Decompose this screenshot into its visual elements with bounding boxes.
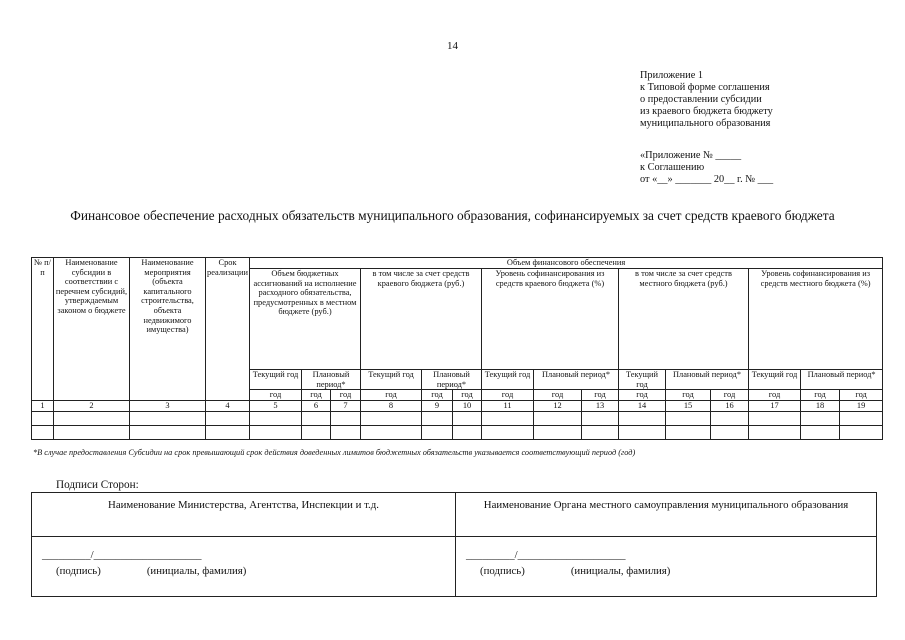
- column-number: 16: [711, 401, 749, 412]
- page-number: 14: [447, 40, 458, 52]
- year-header: год: [361, 390, 422, 401]
- column-number: 2: [54, 401, 130, 412]
- table-cell: [54, 412, 130, 426]
- table-cell: [422, 426, 453, 440]
- signature-line: _________/____________________: [42, 549, 202, 561]
- table-cell: [534, 412, 582, 426]
- table-cell: [422, 412, 453, 426]
- current-year-header: Текущий год: [619, 370, 666, 390]
- year-header: год: [619, 390, 666, 401]
- planned-period-header: Плановый период*: [534, 370, 619, 390]
- year-header: год: [666, 390, 711, 401]
- year-header: год: [801, 390, 840, 401]
- signature-line: _________/____________________: [466, 549, 626, 561]
- column-number: 10: [453, 401, 482, 412]
- year-header: год: [453, 390, 482, 401]
- year-header: год: [840, 390, 883, 401]
- financing-group-header: Объем финансового обеспечения: [250, 258, 883, 269]
- table-cell: [130, 426, 206, 440]
- planned-period-header: Плановый период*: [666, 370, 749, 390]
- column-number: 19: [840, 401, 883, 412]
- table-cell: [666, 426, 711, 440]
- table-cell: [711, 412, 749, 426]
- signature-label: (подпись): [56, 565, 101, 577]
- table-cell: [482, 412, 534, 426]
- year-header: год: [711, 390, 749, 401]
- appendix-line: муниципального образования: [640, 118, 771, 129]
- table-cell: [582, 426, 619, 440]
- initials-label: (инициалы, фамилия): [146, 565, 247, 577]
- table-cell: [206, 426, 250, 440]
- appendix-line: «Приложение № _____: [640, 150, 742, 161]
- table-cell: [840, 426, 883, 440]
- year-header: год: [534, 390, 582, 401]
- signatures-label: Подписи Сторон:: [56, 479, 139, 491]
- table-cell: [361, 412, 422, 426]
- column-number: 7: [331, 401, 361, 412]
- table-cell: [619, 412, 666, 426]
- signature-caption: [42, 565, 445, 578]
- table-row: [32, 412, 883, 426]
- agreement-appendix-block: [640, 150, 773, 186]
- table-cell: [619, 426, 666, 440]
- column-number: 15: [666, 401, 711, 412]
- group-local-budget: Объем бюджетных ассигнований на исполнение расходного обязательства, предусмотренных в местном бюджете (руб.): [250, 269, 361, 370]
- table-cell: [801, 412, 840, 426]
- column-number: 3: [130, 401, 206, 412]
- group-local-cofinancing: Уровень софинансирования из средств местного бюджета (%): [749, 269, 883, 370]
- table-cell: [453, 412, 482, 426]
- planned-period-header: Плановый период*: [302, 370, 361, 390]
- table-cell: [331, 426, 361, 440]
- table-cell: [54, 426, 130, 440]
- current-year-header: Текущий год: [250, 370, 302, 390]
- current-year-header: Текущий год: [749, 370, 801, 390]
- table-cell: [482, 426, 534, 440]
- group-local-funds: в том числе за счет средств местного бюджета (руб.): [619, 269, 749, 370]
- appendix-line: из краевого бюджета бюджету: [640, 106, 773, 117]
- table-cell: [582, 412, 619, 426]
- signature-label: (подпись): [480, 565, 525, 577]
- table-cell: [331, 412, 361, 426]
- table-cell: [32, 412, 54, 426]
- column-number: 12: [534, 401, 582, 412]
- year-header: год: [749, 390, 801, 401]
- table-cell: [840, 412, 883, 426]
- signature-caption: [466, 565, 866, 578]
- initials-label: (инициалы, фамилия): [570, 565, 671, 577]
- table-row: [32, 426, 883, 440]
- municipal-signature-cell: [456, 537, 877, 597]
- column-number: 14: [619, 401, 666, 412]
- column-number: 18: [801, 401, 840, 412]
- appendix-line: к Соглашению: [640, 162, 705, 173]
- year-header: год: [250, 390, 302, 401]
- table-cell: [302, 426, 331, 440]
- table-cell: [361, 426, 422, 440]
- table-cell: [302, 412, 331, 426]
- column-number: 8: [361, 401, 422, 412]
- year-header: год: [331, 390, 361, 401]
- table-cell: [206, 412, 250, 426]
- appendix-line: Приложение 1: [640, 70, 703, 81]
- column-number: 11: [482, 401, 534, 412]
- municipal-body-name-header: Наименование Органа местного самоуправления муниципального образования: [456, 493, 877, 537]
- table-cell: [534, 426, 582, 440]
- appendix-line: от «__» _______ 20__ г. № ___: [640, 174, 774, 185]
- col-subsidy-header: Наименование субсидии в соответствии с перечнем субсидий, утверждаемым законом о бюджете: [54, 258, 130, 401]
- col-event-header: Наименование мероприятия (объекта капитального строительства, объекта недвижимого имущества): [130, 258, 206, 401]
- document-title: Финансовое обеспечение расходных обязательств муниципального образования, софинансируемых за счет средств краевого бюджета: [70, 208, 835, 223]
- table-cell: [801, 426, 840, 440]
- current-year-header: Текущий год: [482, 370, 534, 390]
- table-cell: [666, 412, 711, 426]
- group-regional-funds: в том числе за счет средств краевого бюджета (руб.): [361, 269, 482, 370]
- column-number: 5: [250, 401, 302, 412]
- ministry-signature-cell: [32, 537, 456, 597]
- footnote: *В случае предоставления Субсидии на срок превышающий срок действия доведенных лимитов бюджетных обязательств указывается соответствующий период (год): [33, 448, 636, 457]
- financing-table: [31, 257, 883, 440]
- signatures-table: [31, 492, 877, 597]
- year-header: год: [482, 390, 534, 401]
- year-header: год: [582, 390, 619, 401]
- table-cell: [749, 426, 801, 440]
- column-number: 4: [206, 401, 250, 412]
- ministry-name-header: Наименование Министерства, Агентства, Инспекции и т.д.: [32, 493, 456, 537]
- appendix-line: к Типовой форме соглашения: [640, 82, 770, 93]
- appendix-block: [640, 70, 773, 130]
- column-number: 17: [749, 401, 801, 412]
- column-number: 9: [422, 401, 453, 412]
- planned-period-header: Плановый период*: [422, 370, 482, 390]
- year-header: год: [302, 390, 331, 401]
- table-cell: [130, 412, 206, 426]
- table-cell: [711, 426, 749, 440]
- column-number: 6: [302, 401, 331, 412]
- year-header: год: [422, 390, 453, 401]
- group-regional-cofinancing: Уровень софинансирования из средств краевого бюджета (%): [482, 269, 619, 370]
- column-number: 1: [32, 401, 54, 412]
- col-number-header: № п/п: [32, 258, 54, 401]
- planned-period-header: Плановый период*: [801, 370, 883, 390]
- table-cell: [250, 426, 302, 440]
- appendix-line: о предоставлении субсидии: [640, 94, 762, 105]
- column-number: 13: [582, 401, 619, 412]
- table-cell: [250, 412, 302, 426]
- current-year-header: Текущий год: [361, 370, 422, 390]
- col-term-header: Срок реализации: [206, 258, 250, 401]
- table-cell: [453, 426, 482, 440]
- table-cell: [749, 412, 801, 426]
- table-cell: [32, 426, 54, 440]
